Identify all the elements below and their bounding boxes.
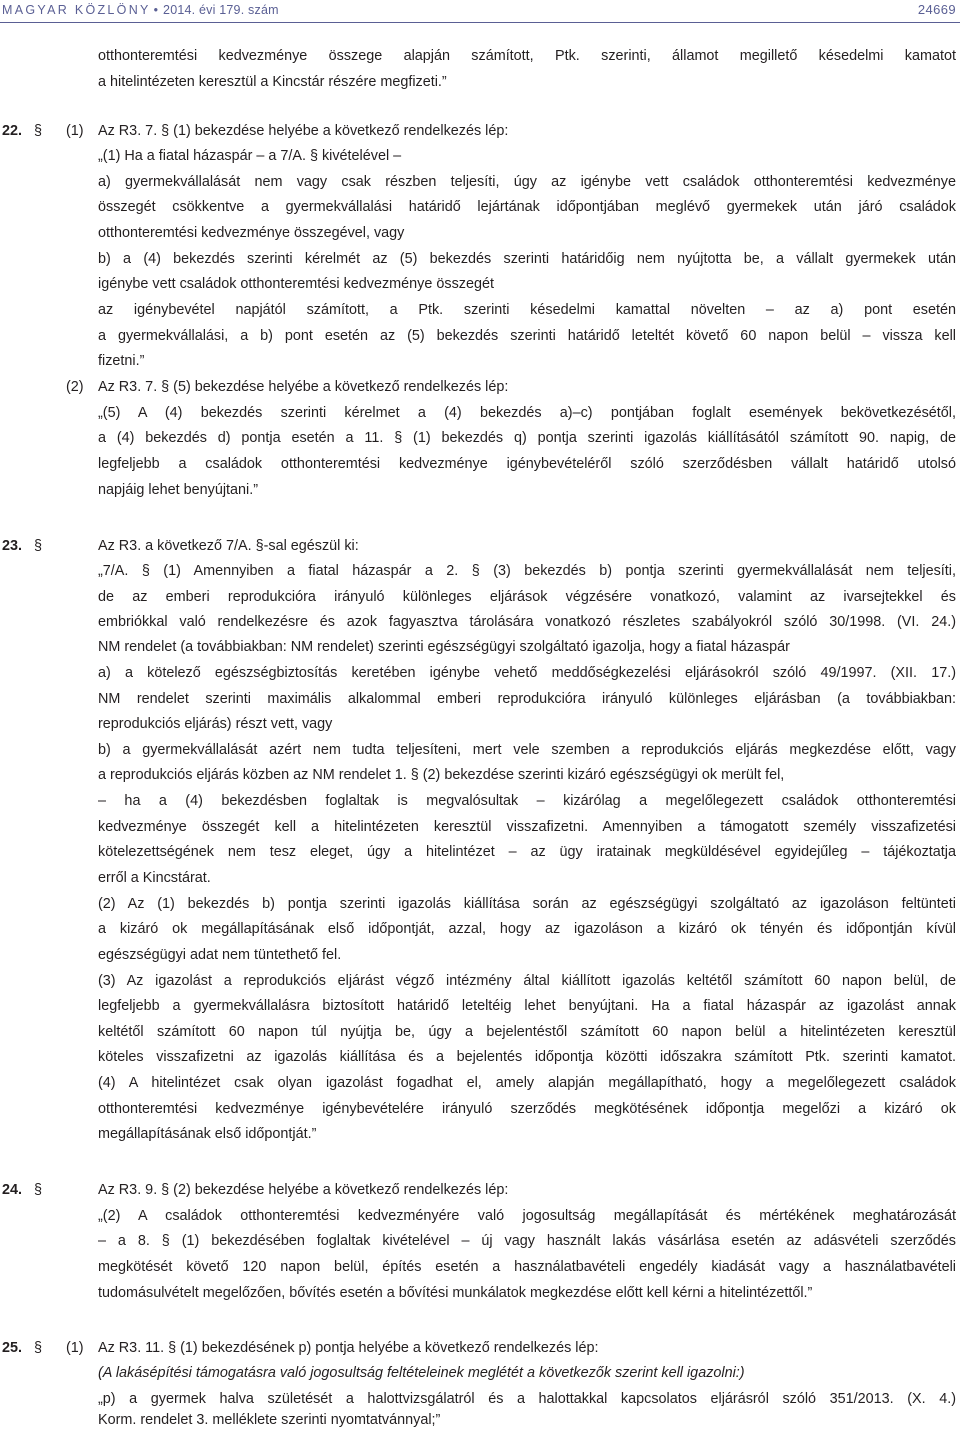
text-line: – ha a (4) bekezdésben foglaltak is megvalósultak – kizárólag a megelőlegezett családok otthonteremtési xyxy=(98,793,956,809)
section-number: 22. xyxy=(2,123,23,139)
amendment-intro: Az R3. 7. § (5) bekezdése helyébe a következő rendelkezés lép: xyxy=(98,379,509,395)
text-line: b) a gyermekvállalását azért nem tudta teljesíteni, mert vele szemben a reprodukciós eljárás megkezdése előtt, vagy xyxy=(98,742,956,758)
section-sign: § xyxy=(34,1182,43,1198)
text-line: otthonteremtési kedvezménye igénybevételére irányuló szerződés megkötésének időpontja megelőzi a kizáró ok xyxy=(98,1101,956,1117)
amendment-intro: Az R3. 7. § (1) bekezdése helyébe a következő rendelkezés lép: xyxy=(98,123,509,139)
text-line: „(2) A családok otthonteremtési kedvezményére való jogosultság megállapítását és mértékének meghatározását xyxy=(98,1208,956,1224)
text-line: tudomásulvételt megelőzően, bővítés esetén a bővítési munkálatok megkezdése előtt kell kérni a hitelintézettől.” xyxy=(98,1285,813,1301)
text-line: a kizáró ok megállapításának első időpontját, azzal, hogy az igazoláson a kizáró ok tényén és időpontján kívül xyxy=(98,921,956,937)
text-line: reprodukciós eljárás) részt vett, vagy xyxy=(98,716,333,732)
journal-name: MAGYAR KÖZLÖNY xyxy=(2,3,151,17)
text-line: a hitelintézeten keresztül a Kincstár részére megfizeti.” xyxy=(98,74,447,90)
section-sign: § xyxy=(34,538,43,554)
section-number: 25. xyxy=(2,1340,23,1356)
text-line: a) gyermekvállalását nem vagy csak részben teljesíti, úgy az igénybe vett családok otthonteremtési kedvezménye xyxy=(98,174,956,190)
text-line: „p) a gyermek halva születését a halottvizsgálatról és a halottakkal kapcsolatos eljárásról szóló 351/2013. (X. 4.) xyxy=(98,1391,956,1407)
amendment-intro: Az R3. a következő 7/A. §-sal egészül ki: xyxy=(98,538,359,554)
text-line: embriókkal való rendelkezésre és azok fagyasztva tárolására vonatkozó részletes szabályokról szóló 30/1998. (VI. 24.) xyxy=(98,614,956,630)
text-line: (2) Az (1) bekezdés b) pontja szerinti igazolás kiállítása során az egészségügyi szolgáltató az igazoláson feltünteti xyxy=(98,896,956,912)
text-line: napjáig lehet benyújtani.” xyxy=(98,482,259,498)
text-line: otthonteremtési kedvezménye összegével, vagy xyxy=(98,225,405,241)
amendment-intro: Az R3. 9. § (2) bekezdése helyébe a következő rendelkezés lép: xyxy=(98,1182,509,1198)
separator-dot: • xyxy=(153,3,159,17)
text-line: a) a kötelező egészségbiztosítás keretében igénybe vehető meddőségkezelési eljárásokról szóló 49/1997. (XII. 17.) xyxy=(98,665,956,681)
subsection-number: (2) xyxy=(66,379,84,395)
subsection-number: (1) xyxy=(66,123,84,139)
text-line: kedvezménye összegét kell a hitelintézeten keresztül visszafizetni. Amennyiben a támogatott személy visszafizetési xyxy=(98,819,956,835)
text-line: (4) A hitelintézet csak olyan igazolást fogadhat el, amely alapján megállapítható, hogy a megelőlegezett családok xyxy=(98,1075,956,1091)
section-number: 23. xyxy=(2,538,23,554)
text-line: „(5) A (4) bekezdés szerinti kérelmet a (4) bekezdés a)–c) pontjában foglalt események bekövetkezésétől, xyxy=(98,405,956,421)
text-line: b) a (4) bekezdés szerinti kérelmét az (5) bekezdés szerinti határidőig nem nyújtotta be, a vállalt gyermekek után xyxy=(98,251,956,267)
text-line: a reprodukciós eljárás közben az NM rendelet 1. § (2) bekezdése szerinti kizáró egészségügyi ok merült fel, xyxy=(98,767,785,783)
text-line xyxy=(98,376,956,398)
text-line: a gyermekvállalási, a b) pont esetén az (5) bekezdés szerinti határidő leteltét követő 60 napon belül – vissza kell xyxy=(98,328,956,344)
text-line: az igénybevétel napjától számított, a Ptk. szerinti késedelmi kamattal növelten – az a) pont esetén xyxy=(98,302,956,318)
text-line: legfeljebb a családok otthonteremtési kedvezménye igénybevételéről szóló szerződésben vállalt határidő utolsó xyxy=(98,456,956,472)
text-line: fizetni.” xyxy=(98,353,145,369)
text-line: „7/A. § (1) Amennyiben a fiatal házaspár a 2. § (3) bekezdés b) pontja szerinti gyermekvállalását nem teljesíti, xyxy=(98,563,956,579)
page-number: 24669 xyxy=(917,2,956,17)
text-line xyxy=(98,1179,956,1201)
subsection-number: (1) xyxy=(66,1340,84,1356)
text-line: igénybe vett családok otthonteremtési kedvezménye összegét xyxy=(98,276,494,292)
text-line xyxy=(98,1337,956,1359)
text-line: kötelezettségének nem tesz eleget, úgy a hitelintézet – az ügy iratainak megküldésével egyidejűleg – tájékoztatja xyxy=(98,844,956,860)
text-line xyxy=(98,535,956,557)
text-line: megkötését követő 120 napon belül, építés esetén a használatbavételi engedély kiadását vagy a használatbavételi xyxy=(98,1259,956,1275)
text-line: egészségügyi adat nem tüntethető fel. xyxy=(98,947,342,963)
text-line: köteles visszafizetni az igazolás kiállítása és a bejelentés időpontja közötti időszakra számított Ptk. szerinti kamatot. xyxy=(98,1049,956,1065)
text-line: legfeljebb a gyermekvállalásra biztosított határidő leteltéig lehet benyújtani. Ha a fiatal házaspár az igazolást annak xyxy=(98,998,956,1014)
issue-label: 2014. évi 179. szám xyxy=(163,3,279,17)
text-line: NM rendelet szerinti maximális alkalommal emberi reprodukcióra irányuló különleges eljárásban (a továbbiakban: xyxy=(98,691,956,707)
text-line: Korm. rendelet 3. melléklete szerinti nyomtatvánnyal;” xyxy=(98,1412,441,1428)
section-sign: § xyxy=(34,1340,43,1356)
text-line: (A lakásépítési támogatásra való jogosultság feltételeinek meglétét a következők szerint kell igazolni:) xyxy=(98,1365,745,1381)
amendment-intro: Az R3. 11. § (1) bekezdésének p) pontja helyébe a következő rendelkezés lép: xyxy=(98,1340,599,1356)
section-number: 24. xyxy=(2,1182,23,1198)
text-line: a (4) bekezdés d) pontja esetén a 11. § (1) bekezdés q) pontja szerinti igazolás kiállításától számított 90. napig, de xyxy=(98,430,956,446)
text-line: otthonteremtési kedvezménye összege alapján számított, Ptk. szerinti, államot megillető késedelmi kamatot xyxy=(98,48,956,64)
text-line: de az emberi reprodukcióra irányuló különleges eljárások végzésére vonatkozó, valamint az ivarsejtekkel és xyxy=(98,589,956,605)
text-line: (3) Az igazolást a reprodukciós eljárást végző intézmény által kiállított igazolás keltétől számított 60 napon belül, de xyxy=(98,973,956,989)
text-line xyxy=(98,120,956,142)
text-line: összegét csökkentve a gyermekvállalási határidő lejártának időpontjában meglévő gyermekek után járó családok xyxy=(98,199,956,215)
text-line: NM rendelet (a továbbiakban: NM rendelet) szerinti egészségügyi szolgáltató igazolja, hogy a fiatal házaspár xyxy=(98,639,790,655)
text-line: erről a Kincstárat. xyxy=(98,870,211,886)
text-line: – a 8. § (1) bekezdésében foglaltak kivételével – új vagy használt lakás vásárlása esetén az adásvételi szerződés xyxy=(98,1233,956,1249)
text-line: megállapításának első időpontját.” xyxy=(98,1126,317,1142)
text-line: „(1) Ha a fiatal házaspár – a 7/A. § kivételével – xyxy=(98,148,402,164)
text-line: keltétől számított 60 napon túl nyújtja be, úgy a bejelentéstől számított 60 napon belül a hitelintézeten keresztül xyxy=(98,1024,956,1040)
section-sign: § xyxy=(34,123,43,139)
